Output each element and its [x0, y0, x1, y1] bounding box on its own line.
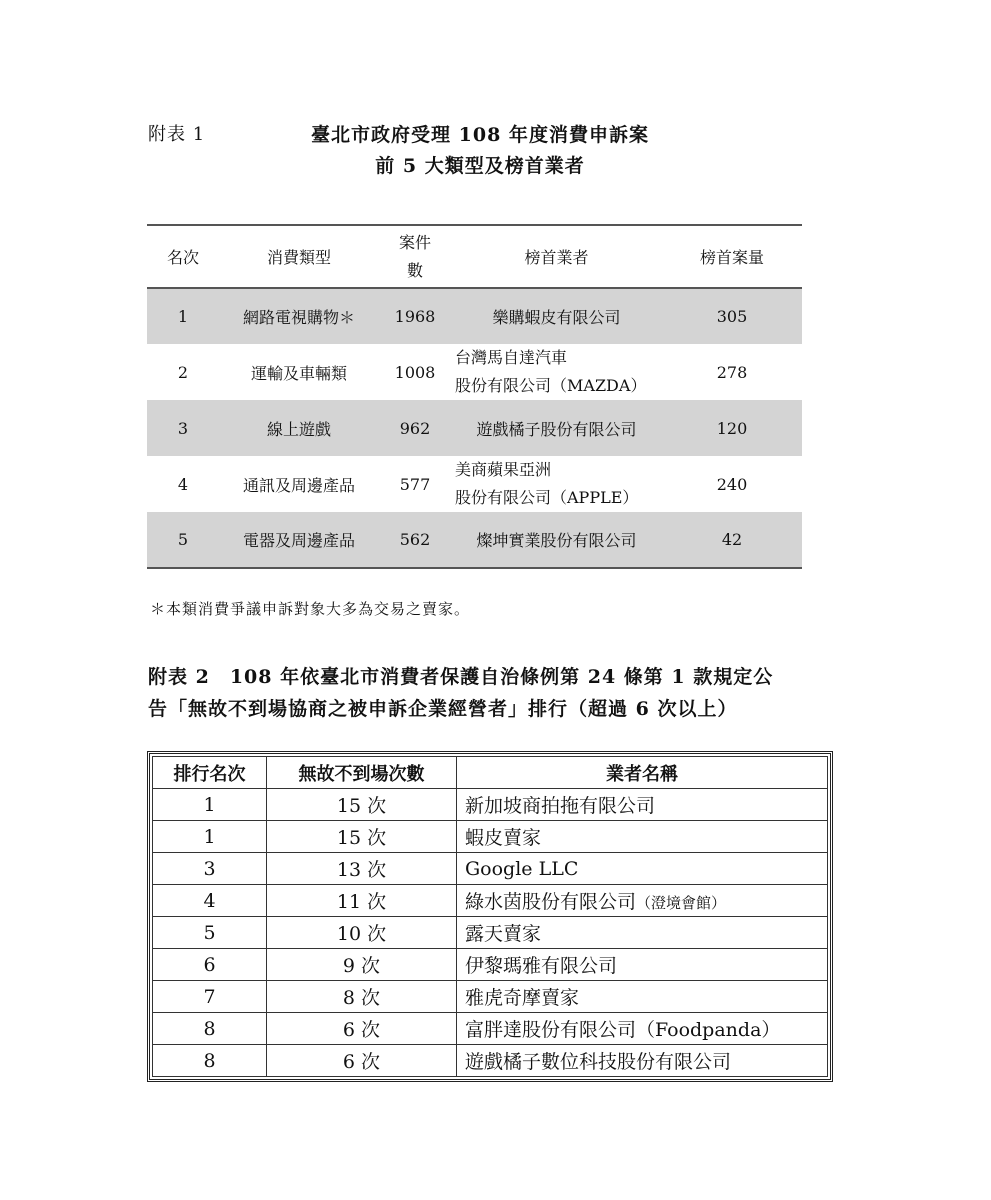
rank-cell: 1: [153, 789, 267, 821]
absences-cell: 15 次: [267, 821, 457, 853]
absences-cell: 6 次: [267, 1013, 457, 1045]
header-ranking: 排行名次: [153, 757, 267, 789]
vendor-name-text: 綠水茵股份有限公司: [465, 891, 637, 913]
absences-cell: 10 次: [267, 917, 457, 949]
rank-cell: 4: [177, 474, 189, 494]
rank-cell: 3: [153, 853, 267, 885]
vendor-name-cell: 蝦皮賣家: [457, 821, 828, 853]
header-top-count: 榜首案量: [662, 225, 802, 288]
rank-cell: 5: [147, 512, 219, 568]
category-cell: 運輸及車輛類: [250, 363, 347, 383]
vendor-cell: [451, 456, 662, 512]
table-row: [147, 344, 802, 400]
rank-cell: 6: [153, 949, 267, 981]
header-category: 消費類型: [219, 225, 379, 288]
header-absences: 無故不到場次數: [267, 757, 457, 789]
absences-cell: 8 次: [267, 981, 457, 1013]
rank-cell: 1: [153, 821, 267, 853]
table1-title-line1: 臺北市政府受理 108 年度消費申訴案: [311, 124, 649, 146]
vendor-name-note: （澄境會館）: [636, 894, 727, 912]
rank-cell: 5: [153, 917, 267, 949]
vendor-cell: 燦坤實業股份有限公司: [451, 512, 662, 568]
category-cell: 電器及周邊產品: [219, 512, 379, 568]
cases-cell: 962: [379, 400, 451, 456]
header-cases-line1: 案件: [398, 232, 431, 252]
header-rank: 名次: [147, 225, 219, 288]
table-row: [147, 456, 802, 512]
vendor-name-cell: [457, 885, 828, 917]
table-row: [153, 917, 828, 949]
absences-cell: 13 次: [267, 853, 457, 885]
table-row: [147, 288, 802, 344]
category-cell: 通訊及周邊產品: [242, 475, 355, 495]
vendor-name-cell: 富胖達股份有限公司（Foodpanda）: [457, 1013, 828, 1045]
header-cases: [379, 225, 451, 288]
vendor-line1: 台灣馬自達汽車: [455, 348, 568, 367]
top-count-cell: 278: [716, 362, 748, 382]
table-row: [153, 1013, 828, 1045]
rank-cell: 7: [153, 981, 267, 1013]
vendor-name-cell: 新加坡商拍拖有限公司: [457, 789, 828, 821]
vendor-name-cell: 雅虎奇摩賣家: [457, 981, 828, 1013]
table-row: [153, 789, 828, 821]
table-row: [153, 885, 828, 917]
table1-title-line2: 前 5 大類型及榜首業者: [375, 155, 585, 177]
vendor-line2: 股份有限公司（MAZDA）: [455, 376, 647, 395]
absences-cell: 15 次: [267, 789, 457, 821]
table-row: [153, 981, 828, 1013]
rank-cell: 8: [153, 1013, 267, 1045]
top-count-cell: 240: [716, 474, 748, 494]
table-row: [153, 949, 828, 981]
top-count-cell: 305: [662, 288, 802, 344]
absences-cell: 9 次: [267, 949, 457, 981]
table-row: [147, 400, 802, 456]
table-row: [153, 821, 828, 853]
vendor-cell: [451, 344, 662, 400]
rank-cell: 8: [153, 1045, 267, 1077]
rank-cell: 4: [153, 885, 267, 917]
header-vendor-name: 業者名稱: [457, 757, 828, 789]
cases-cell: 562: [379, 512, 451, 568]
table1-label: 附表 1: [148, 124, 206, 145]
table2-title-line1: 附表 2 108 年依臺北市消費者保護自治條例第 24 條第 1 款規定公: [148, 666, 774, 688]
cases-cell: 577: [399, 474, 431, 494]
complaint-categories-table: [147, 224, 802, 569]
table-row: [147, 512, 802, 568]
vendor-line2: 股份有限公司（APPLE）: [455, 488, 639, 507]
rank-cell: 1: [147, 288, 219, 344]
category-cell: 線上遊戲: [219, 400, 379, 456]
vendor-line1: 美商蘋果亞洲: [455, 460, 552, 479]
vendor-cell: 樂購蝦皮有限公司: [451, 288, 662, 344]
vendor-cell: 遊戲橘子股份有限公司: [451, 400, 662, 456]
vendor-name-cell: 伊黎瑪雅有限公司: [457, 949, 828, 981]
header-top-vendor: 榜首業者: [451, 225, 662, 288]
absences-cell: 6 次: [267, 1045, 457, 1077]
cases-cell: 1008: [394, 362, 436, 382]
vendor-name-cell: 露天賣家: [457, 917, 828, 949]
cases-cell: 1968: [379, 288, 451, 344]
header-cases-line2: 數: [406, 260, 423, 280]
top-count-cell: 42: [662, 512, 802, 568]
category-cell: 網路電視購物＊: [219, 288, 379, 344]
table2-title-line2: 告「無故不到場協商之被申訴企業經營者」排行（超過 6 次以上）: [148, 698, 738, 720]
table-row: [153, 853, 828, 885]
rank-cell: 3: [147, 400, 219, 456]
table-row: [153, 1045, 828, 1077]
vendor-name-cell: Google LLC: [457, 853, 828, 885]
absences-cell: 11 次: [267, 885, 457, 917]
vendor-name-cell: 遊戲橘子數位科技股份有限公司: [457, 1045, 828, 1077]
table1-footnote: ＊本類消費爭議申訴對象大多為交易之賣家。: [150, 600, 471, 618]
absence-ranking-table-frame: [147, 751, 833, 1082]
rank-cell: 2: [177, 362, 189, 382]
top-count-cell: 120: [662, 400, 802, 456]
absence-ranking-table: [152, 756, 828, 1077]
